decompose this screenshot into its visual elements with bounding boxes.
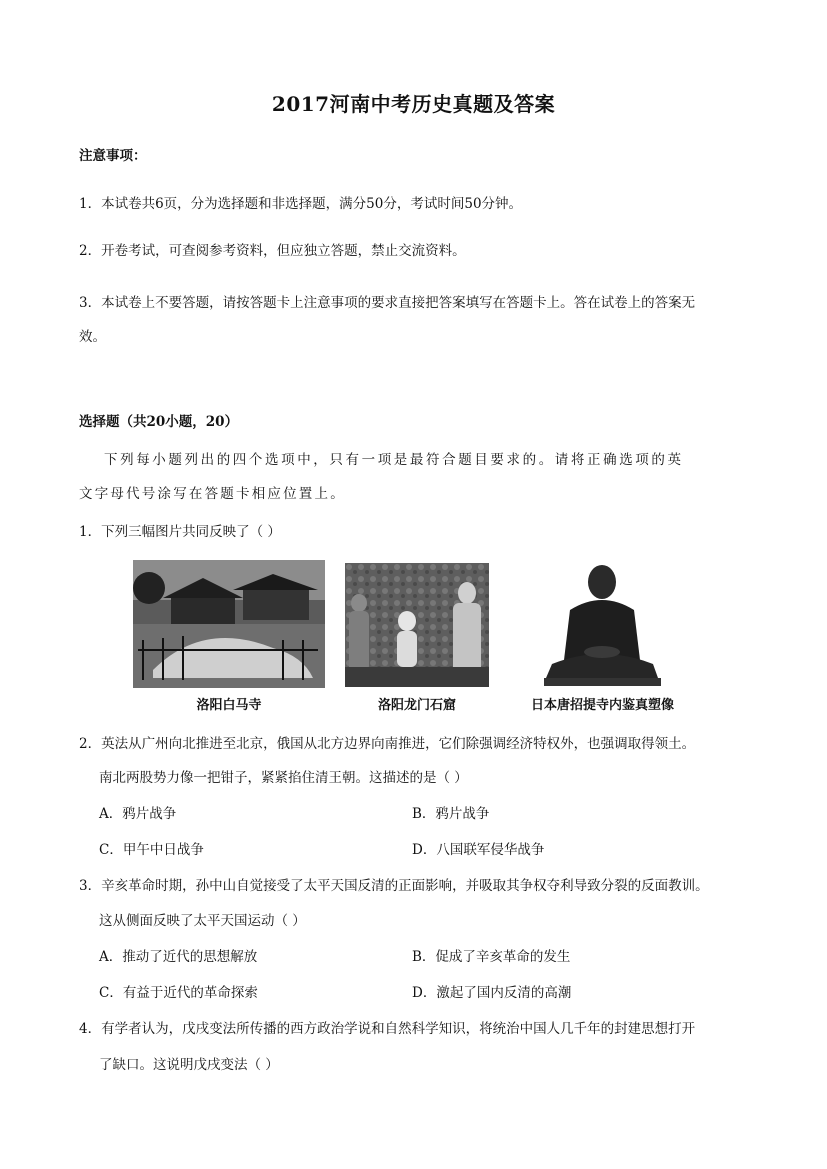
q2-option-c: C．甲午中日战争	[99, 842, 204, 858]
q1-caption-2: 洛阳龙门石窟	[377, 698, 456, 713]
q2-stem-line1: 2．英法从广州向北推进至北京，俄国从北方边界向南推进，它们除强调经济特权外，也强调取得领土。	[79, 736, 696, 752]
notice-item-3-cont: 效。	[79, 329, 106, 345]
q2-stem-line2: 南北两股势力像一把钳子，紧紧掐住清王朝。这描述的是（ ）	[99, 770, 468, 786]
q2-option-d: D．八国联军侵华战争	[412, 842, 545, 858]
temple-photo	[133, 560, 325, 688]
q4-stem-line1: 4．有学者认为，戊戌变法所传播的西方政治学说和自然科学知识，将统治中国人几千年的封建思想打开	[79, 1021, 696, 1037]
q3-stem-line1: 3．辛亥革命时期，孙中山自觉接受了太平天国反清的正面影响，并吸取其争权夺利导致分裂的反面教训。	[79, 878, 709, 894]
q3-option-a: A．推动了近代的思想解放	[99, 949, 258, 965]
q3-stem-line2: 这从侧面反映了太平天国运动（ ）	[99, 913, 306, 929]
q1-caption-3: 日本唐招提寺内鉴真塑像	[530, 698, 674, 713]
section-intro-line2: 文字母代号涂写在答题卡相应位置上。	[79, 486, 346, 502]
q2-option-a: A．鸦片战争	[99, 806, 177, 822]
grotto-photo	[345, 563, 489, 687]
statue-photo	[540, 560, 665, 688]
q1-caption-1: 洛阳白马寺	[196, 698, 262, 713]
section-heading: 选择题（共20小题，20）	[79, 414, 239, 430]
section-intro-line1: 下列每小题列出的四个选项中，只有一项是最符合题目要求的。请将正确选项的英	[104, 452, 684, 468]
q3-option-d: D．激起了国内反清的高潮	[412, 985, 572, 1001]
q1-stem: 1．下列三幅图片共同反映了（ ）	[79, 524, 281, 540]
notice-heading: 注意事项：	[79, 148, 147, 164]
page-title: 2017河南中考历史真题及答案	[271, 92, 556, 116]
notice-item-2: 2．开卷考试，可查阅参考资料，但应独立答题，禁止交流资料。	[79, 243, 466, 259]
temple-photo-icon	[133, 560, 325, 688]
q3-option-c: C．有益于近代的革命探索	[99, 985, 258, 1001]
grotto-photo-icon	[345, 563, 489, 687]
q3-option-b: B．促成了辛亥革命的发生	[412, 949, 571, 965]
q2-option-b: B．鸦片战争	[412, 806, 490, 822]
notice-item-3: 3．本试卷上不要答题，请按答题卡上注意事项的要求直接把答案填写在答题卡上。答在试卷上的答案无	[79, 295, 696, 311]
q4-stem-line2: 了缺口。这说明戊戌变法（ ）	[99, 1057, 279, 1073]
notice-item-1: 1．本试卷共6页，分为选择题和非选择题，满分50分，考试时间50分钟。	[79, 196, 523, 212]
statue-photo-icon	[540, 560, 665, 688]
